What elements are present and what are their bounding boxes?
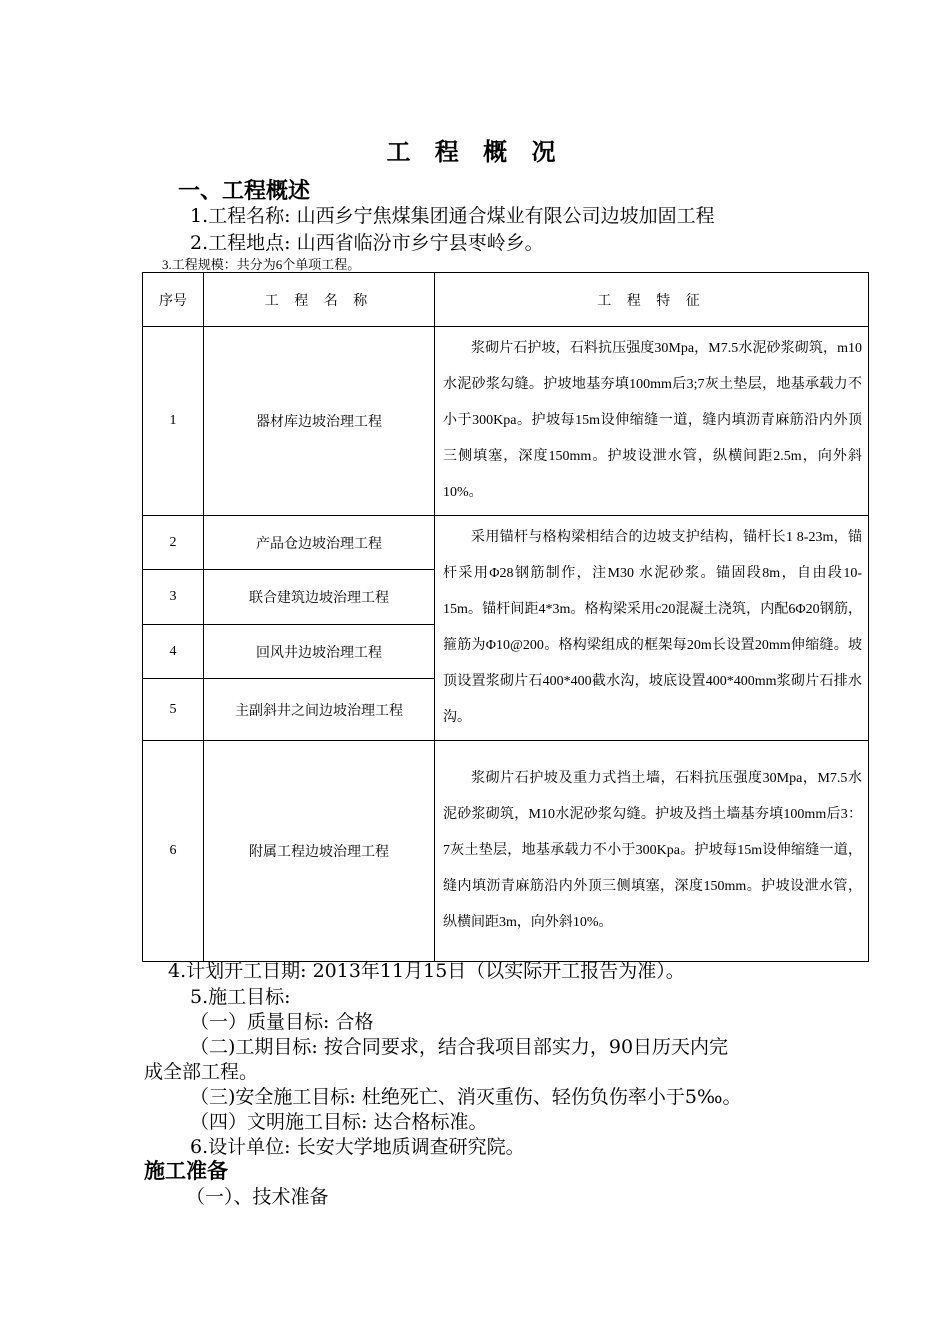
row-no: 3 <box>143 570 204 624</box>
section-heading-preparation: 施工准备 <box>144 1158 228 1183</box>
project-items-table <box>142 272 869 962</box>
header-cell-no: 序号 <box>143 273 204 327</box>
row-no: 6 <box>143 741 204 962</box>
row-name: 主副斜井之间边坡治理工程 <box>204 679 435 741</box>
section-heading-overview: 一、工程概述 <box>178 178 311 204</box>
table-header-row <box>143 273 869 327</box>
row-name: 回风井边坡治理工程 <box>204 624 435 678</box>
schedule-goal-line-cont: 成全部工程。 <box>144 1061 259 1083</box>
table-row <box>143 516 869 570</box>
row-name: 附属工程边坡治理工程 <box>204 741 435 962</box>
project-location-line: 2.工程地点: 山西省临汾市乡宁县枣岭乡。 <box>190 232 544 254</box>
table-row <box>143 741 869 962</box>
header-cell-feature: 工 程 特 征 <box>435 273 869 327</box>
civilized-goal-line: （四）文明施工目标: 达合格标准。 <box>190 1111 488 1133</box>
row-name: 器材库边坡治理工程 <box>204 327 435 516</box>
row-no: 5 <box>143 679 204 741</box>
row-name: 产品仓边坡治理工程 <box>204 516 435 570</box>
quality-goal-line: （一）质量目标: 合格 <box>190 1011 374 1033</box>
shared-feature-text: 采用锚杆与格构梁相结合的边坡支护结构，锚杆长1 8-23m，锚杆采用Φ28钢筋制作，注M30 水泥砂浆。锚固段8m，自由段10-15m。锚杆间距4*3m。格构梁采用c20混凝土浇筑，内配6Φ20钢筋，箍筋为Φ10@200。格构梁组成的框架每20m长设置20mm伸缩缝。坡顶设置浆砌片石400*400截水沟，坡底设置400*400mm浆砌片石排水沟。 <box>443 530 862 725</box>
row-feature-text: 浆砌片石护坡及重力式挡土墙，石料抗压强度30Mpa，M7.5水泥砂浆砌筑，M10水泥砂浆勾缝。护坡及挡土墙基夯填100mm后3：7灰土垫层，地基承载力不小于300Kpa。护坡每15m设伸缩缝一道，缝内填沥青麻筋沿内外顶三侧填塞，深度150mm。护坡设泄水管，纵横间距3m，向外斜10%。 <box>443 771 862 930</box>
schedule-goal-line: （二)工期目标: 按合同要求，结合我项目部实力，90日历天内完 <box>190 1036 729 1058</box>
project-name-line: 1.工程名称: 山西乡宁焦煤集团通合煤业有限公司边坡加固工程 <box>190 205 715 227</box>
design-unit-line: 6.设计单位: 长安大学地质调查研究院。 <box>190 1136 525 1158</box>
page-title: 工 程 概 况 <box>386 137 564 166</box>
start-date-line: 4.计划开工日期: 2013年11月15日（以实际开工报告为准）。 <box>168 960 685 982</box>
project-scale-line: 3.工程规模：共分为6个单项工程。 <box>162 257 361 272</box>
row-no: 2 <box>143 516 204 570</box>
table-row <box>143 327 869 516</box>
row-feature-text: 浆砌片石护坡，石料抗压强度30Mpa，M7.5水泥砂浆砌筑，m10水泥砂浆勾缝。护坡地基夯填100mm后3;7灰土垫层，地基承载力不小于300Kpa。护坡每15m设伸缩缝一道，缝内填沥青麻筋沿内外顶三侧填塞，深度150mm。护坡设泄水管，纵横间距2.5m，向外斜10%。 <box>443 341 862 500</box>
row-no: 1 <box>143 327 204 516</box>
shared-feature-cell <box>435 516 869 741</box>
technical-preparation-line: （一）、技术准备 <box>186 1186 329 1208</box>
row-feature <box>435 327 869 516</box>
construction-goals-heading: 5.施工目标: <box>190 986 291 1008</box>
row-name: 联合建筑边坡治理工程 <box>204 570 435 624</box>
row-no: 4 <box>143 624 204 678</box>
row-feature <box>435 741 869 962</box>
safety-goal-line: （三)安全施工目标: 杜绝死亡、消灭重伤、轻伤负伤率小于5‰。 <box>190 1086 742 1108</box>
header-cell-name: 工 程 名 称 <box>204 273 435 327</box>
